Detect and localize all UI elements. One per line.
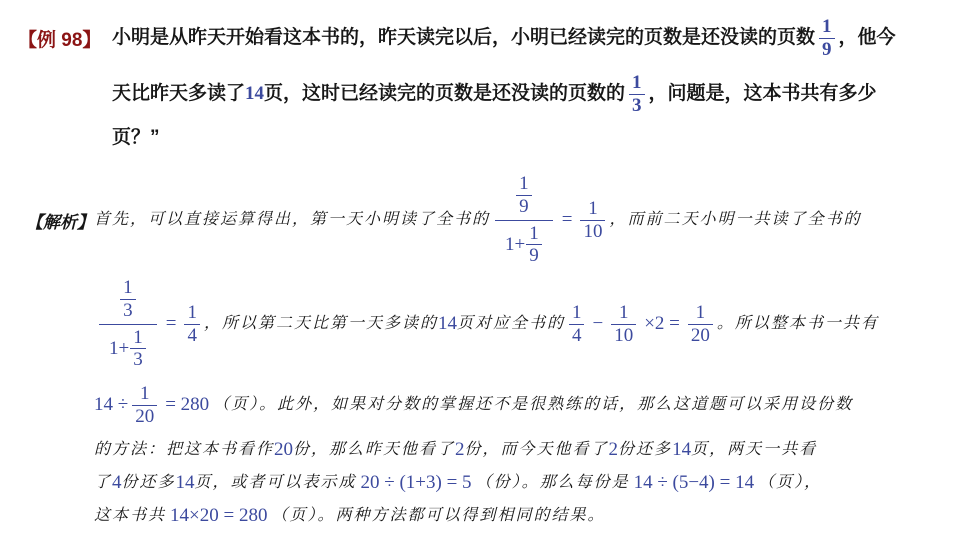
number-14: 14 [245, 82, 265, 104]
equals-280: = 280 [165, 393, 210, 415]
example-problem-section [0, 10, 955, 154]
analysis-line-5 [94, 467, 955, 500]
problem-line-1 [112, 10, 955, 66]
analysis-text-run: 首先，可以直接运算得出，第一天小明读了全书的 [94, 210, 491, 228]
analysis-text-run: 页对应全书的 [456, 314, 565, 332]
fraction-1-3: $\frac{1}{3}$ [120, 278, 136, 321]
analysis-line-2 [94, 272, 955, 376]
problem-text-run: 页？” [112, 126, 160, 148]
analysis-text-run: ，而前二天小明一共读了全书的 [609, 210, 862, 228]
number-14: 14 [672, 439, 692, 461]
analysis-text-run: 页，或者可以表示成 [194, 474, 357, 492]
analysis-text-run: （份）。那么每份是 [475, 474, 630, 492]
analysis-text-run: （页）。此外，如果对分数的掌握还不是很熟练的话，那么这道题可以采用设份数 [213, 395, 854, 413]
analysis-body [94, 168, 955, 533]
fraction-1-20: $\frac{1}{20}$ [132, 384, 157, 427]
number-4: 4 [112, 472, 122, 494]
number-14: 14 [437, 312, 457, 334]
analysis-text-run: 份还多 [121, 474, 176, 492]
analysis-text-run: 份，而今天他看了 [464, 441, 609, 459]
number-2: 2 [455, 439, 465, 461]
problem-text-run: 页，这时已经读完的页数是还没读的页数的 [264, 82, 626, 104]
analysis-text-run: 。所以整本书一共有 [716, 314, 879, 332]
analysis-text-run: （页）， [758, 474, 823, 492]
problem-line-2 [112, 66, 955, 122]
problem-text-run: 天比昨天多读了 [112, 82, 246, 104]
expression-20-div-1plus3: 20 ÷ (1+3) = 5 [360, 472, 472, 494]
fraction-1-4: $\frac{1}{4}$ [569, 303, 585, 346]
analysis-line-6 [94, 500, 955, 533]
example-label: 【例 98】 [18, 29, 102, 51]
analysis-text-run: 这本书共 [94, 507, 167, 525]
fraction-1-3: $\frac{1}{3}$ [130, 328, 146, 371]
complex-fraction-2: $\frac{1}{3}$ 1+ $\frac{1}{3}$ [99, 278, 157, 371]
analysis-section [0, 168, 955, 533]
analysis-text-run: 的方法：把这本书看作 [94, 441, 275, 459]
analysis-text-run: 份还多 [618, 441, 673, 459]
problem-text [112, 10, 955, 154]
fraction-1-10: $\frac{1}{10}$ [580, 199, 605, 242]
equals-sign: = [165, 312, 177, 334]
fraction-1-4: $\frac{1}{4}$ [184, 303, 200, 346]
fraction-1-9: $\frac{1}{9}$ [819, 17, 835, 60]
analysis-text-run: ，所以第二天比第一天多读的 [203, 314, 438, 332]
number-14: 14 [175, 472, 195, 494]
problem-text-run: ，他今 [838, 26, 896, 48]
complex-fraction-1: $\frac{1}{9}$ 1+ $\frac{1}{9}$ [495, 174, 553, 267]
analysis-label: 【解析】 [26, 212, 94, 232]
minus-sign: − [592, 312, 604, 334]
equals-sign: = [561, 208, 573, 230]
analysis-text-run: （页）。两种方法都可以得到相同的结果。 [271, 507, 606, 525]
fraction-1-9: $\frac{1}{9}$ [526, 224, 542, 267]
problem-text-run: 小明是从昨天开始看这本书的，昨天读完以后，小明已经读完的页数是还没读的页数 [112, 26, 816, 48]
times-2-equals: ×2 = [644, 312, 680, 334]
fraction-1-10: $\frac{1}{10}$ [611, 303, 636, 346]
analysis-line-3 [94, 376, 955, 434]
analysis-text-run: 页，两天一共看 [691, 441, 818, 459]
analysis-line-1 [94, 168, 955, 272]
expression-14-div-5minus4: 14 ÷ (5−4) = 14 [633, 472, 755, 494]
fraction-1-3: $\frac{1}{3}$ [629, 73, 645, 116]
expression-14-times-20: 14×20 = 280 [170, 505, 268, 527]
problem-line-3 [112, 122, 955, 154]
number-2: 2 [608, 439, 619, 461]
fraction-1-20: $\frac{1}{20}$ [688, 303, 713, 346]
problem-text-run: ，问题是，这本书共有多少 [648, 82, 877, 104]
analysis-line-4 [94, 434, 955, 467]
expression-14-divide: 14 ÷ [94, 393, 129, 415]
fraction-1-9: $\frac{1}{9}$ [516, 174, 532, 217]
number-20: 20 [274, 439, 294, 461]
analysis-text-run: 份，那么昨天他看了 [293, 441, 456, 459]
analysis-text-run: 了 [94, 474, 113, 492]
